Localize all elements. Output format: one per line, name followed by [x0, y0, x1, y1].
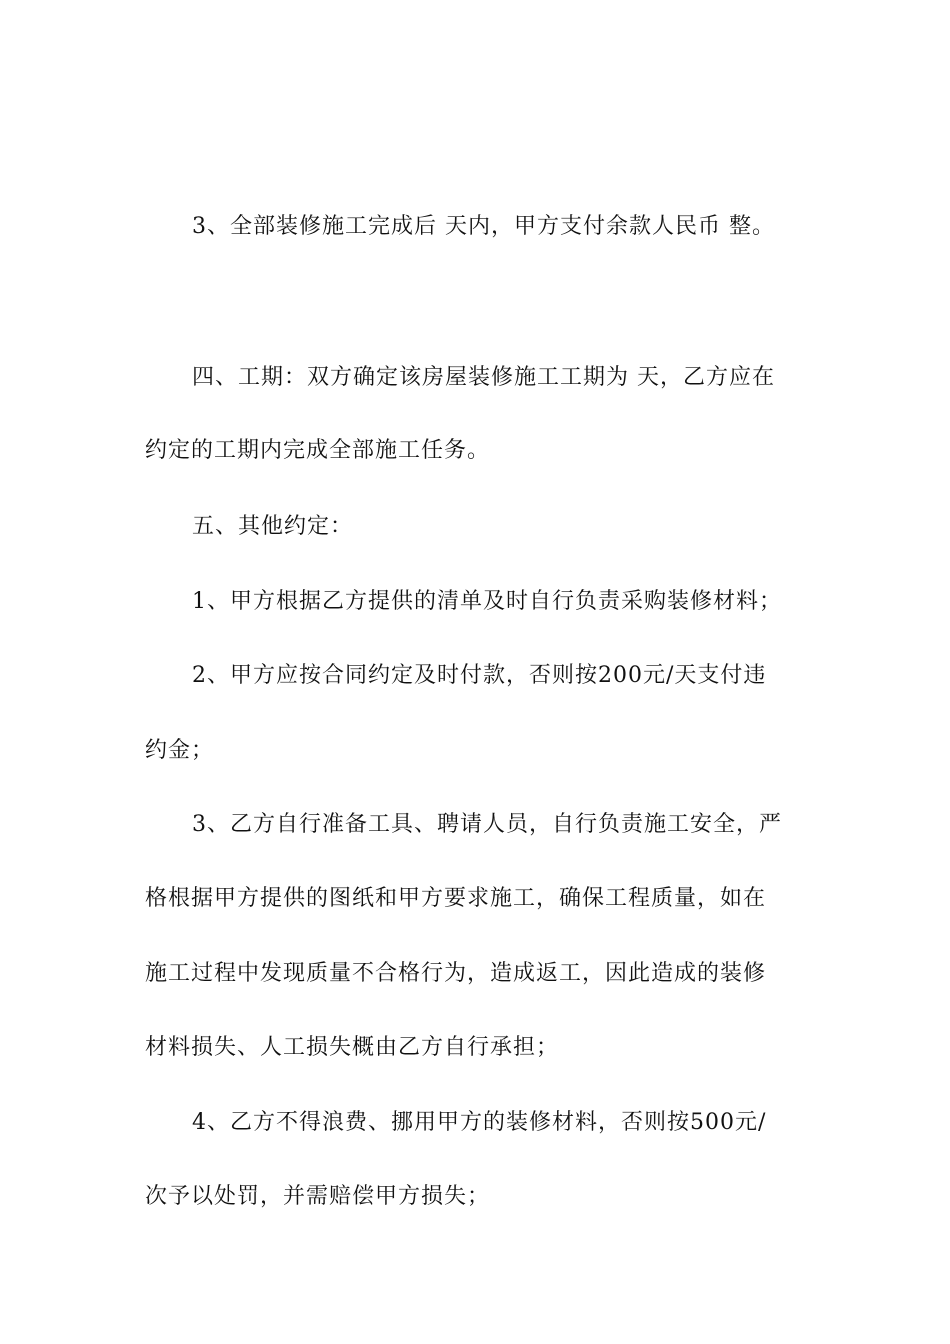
clause-3: 3、乙方自行准备工具、聘请人员，自行负责施工安全，严 [192, 812, 782, 837]
clause-4-cont: 次予以处罚，并需赔偿甲方损失； [145, 1184, 491, 1209]
clause-3-cont-3: 材料损失、人工损失概由乙方自行承担； [145, 1035, 560, 1060]
paragraph-schedule-cont: 约定的工期内完成全部施工任务。 [145, 438, 491, 463]
clause-3-cont-2: 施工过程中发现质量不合格行为，造成返工，因此造成的装修 [145, 961, 767, 986]
clause-3-cont-1: 格根据甲方提供的图纸和甲方要求施工，确保工程质量，如在 [145, 886, 767, 911]
clause-1: 1、甲方根据乙方提供的清单及时自行负责采购装修材料； [192, 589, 782, 614]
clause-2: 2、甲方应按合同约定及时付款，否则按200元/天支付违 [192, 663, 767, 688]
paragraph-payment-balance: 3、全部装修施工完成后 天内，甲方支付余款人民币 整。 [192, 214, 775, 239]
clause-2-cont: 约金； [145, 738, 215, 763]
paragraph-schedule: 四、工期：双方确定该房屋装修施工工期为 天，乙方应在 [192, 365, 775, 390]
section-heading-other-terms: 五、其他约定： [192, 514, 354, 539]
clause-4: 4、乙方不得浪费、挪用甲方的装修材料，否则按500元/ [192, 1110, 767, 1135]
